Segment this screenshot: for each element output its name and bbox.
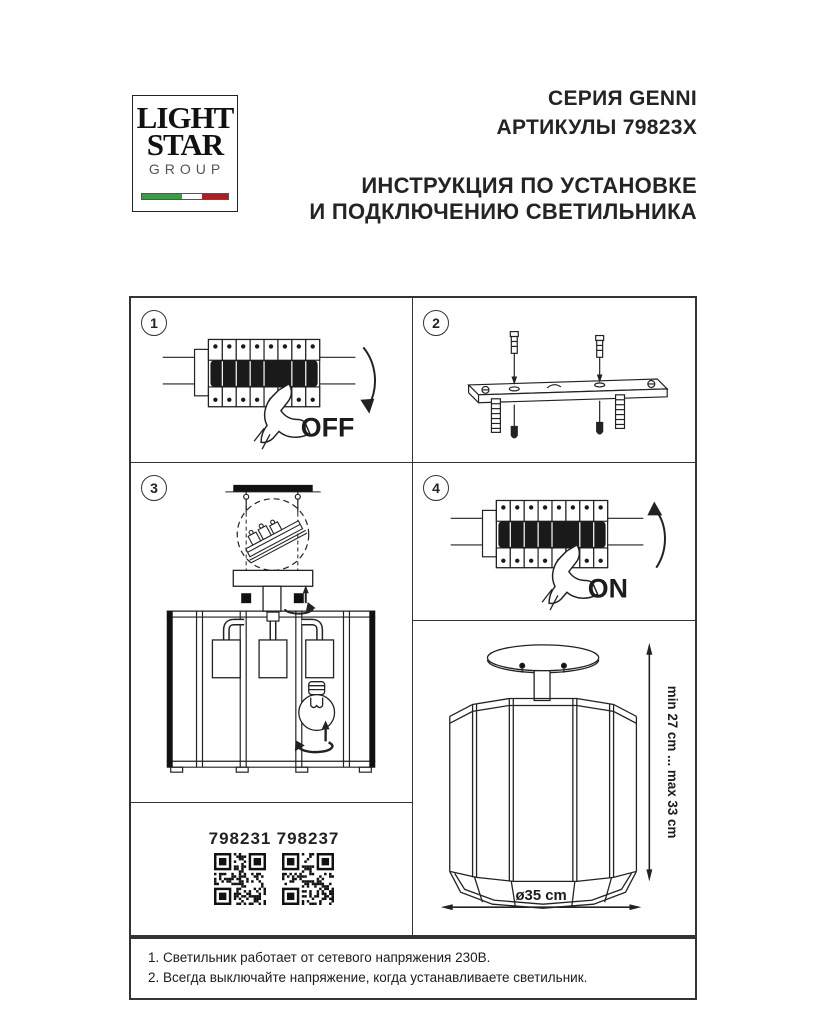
logo-word-light: LIGHT: [136, 100, 234, 135]
lightstar-logo: [132, 95, 238, 212]
italian-flag-stripe: [141, 193, 229, 200]
flag-red: [202, 194, 228, 199]
mounting-plate-diagram: [413, 298, 695, 463]
article-number-798237: 798237: [276, 829, 340, 848]
flag-white: [182, 194, 203, 199]
on-label: ON: [587, 573, 628, 604]
qr-cell: [131, 803, 413, 935]
step-1-cell: [131, 298, 413, 463]
arrow-up-icon: [654, 508, 665, 567]
logo-word-group: GROUP: [148, 161, 226, 177]
fixture-assembly-diagram: [131, 463, 413, 801]
step-3-badge: 3: [141, 475, 167, 501]
step-4-cell: [413, 463, 695, 621]
height-dimension-label: min 27 cm ... max 33 cm: [665, 685, 681, 839]
ceiling-canopy: [487, 645, 598, 701]
qr-code-798231: [214, 853, 266, 905]
off-label: OFF: [300, 412, 355, 443]
lamp-sockets: [212, 612, 333, 678]
arrow-down-icon: [363, 347, 375, 406]
diameter-dimension-label: ø35 cm: [515, 888, 567, 905]
qr-code-798237: [282, 853, 334, 905]
articles-title: АРТИКУЛЫ 79823X: [496, 116, 697, 139]
logo-word-star: STAR: [146, 127, 224, 162]
steps-grid: [129, 296, 697, 937]
step-4-badge: 4: [423, 475, 449, 501]
flag-green: [142, 194, 182, 199]
step-3-cell: [131, 463, 413, 803]
screws-above: [510, 332, 603, 383]
light-bulb-icon: [299, 682, 335, 731]
terminal-block-icon: [237, 507, 307, 563]
note-1: 1. Светильник работает от сетевого напряжения 230В.: [148, 950, 491, 965]
footer-notes: [129, 937, 697, 1000]
article-number-798231: 798231: [208, 829, 272, 848]
breaker-off-diagram: [131, 298, 413, 463]
lamp-overview-diagram: [413, 621, 695, 935]
header: [309, 84, 697, 225]
screw-in-arrow-icon: [299, 742, 333, 752]
step-2-badge: 2: [423, 310, 449, 336]
breaker-on-diagram: [413, 463, 695, 619]
step-2-cell: [413, 298, 695, 463]
lamp-dimensions-cell: [413, 621, 695, 935]
instruction-title-line1: ИНСТРУКЦИЯ ПО УСТАНОВКЕ: [361, 173, 697, 198]
instruction-title-line2: И ПОДКЛЮЧЕНИЮ СВЕТИЛЬНИКА: [309, 199, 697, 224]
series-title: СЕРИЯ GENNI: [547, 87, 697, 110]
step-1-badge: 1: [141, 310, 167, 336]
note-2: 2. Всегда выключайте напряжение, когда устанавливаете светильник.: [148, 970, 588, 985]
drum-shade: [450, 699, 637, 909]
